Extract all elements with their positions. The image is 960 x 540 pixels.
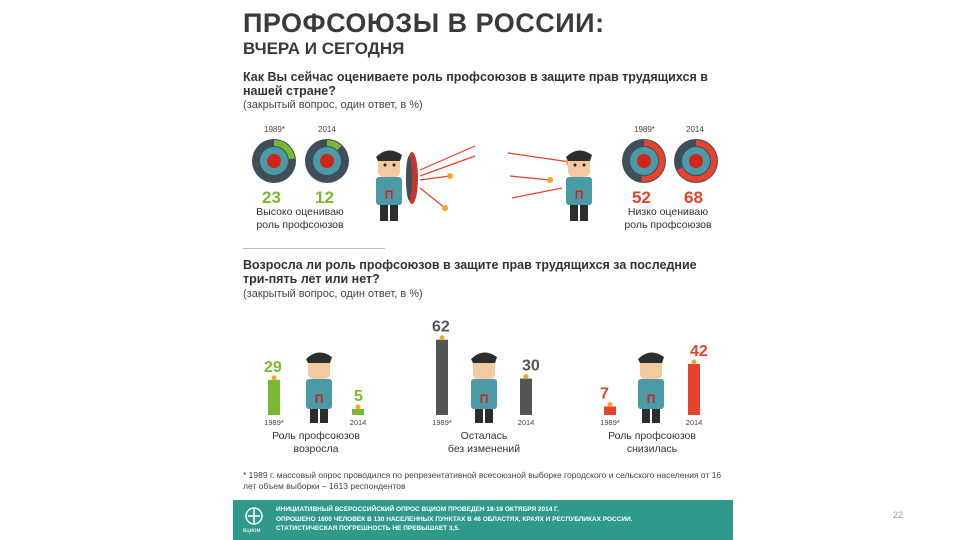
arrows-icon: [420, 146, 570, 208]
worker-figure-2: [471, 352, 497, 423]
left-caption-line1: Высоко оцениваю: [256, 206, 344, 218]
donut-right-2014: [674, 139, 718, 183]
bar-marker-3-1: [608, 402, 613, 407]
bar-1-1989: [268, 380, 280, 415]
bar-value-1-2: 5: [354, 387, 363, 405]
bar-marker-3-2: [692, 360, 697, 365]
bar-marker-1-1: [272, 375, 277, 380]
bar-3-1989: [604, 407, 616, 416]
right-value-2: 68: [684, 188, 703, 207]
left-value-2: 12: [315, 188, 334, 207]
bar-value-3-1: 7: [600, 385, 609, 403]
shield-letter-2: П: [479, 392, 489, 406]
bar-value-2-2: 30: [522, 357, 540, 375]
category-label-3-line1: Роль профсоюзов: [608, 430, 696, 442]
donut-right-1989: [622, 139, 666, 183]
category-label-1-line2: возросла: [293, 443, 339, 455]
footnote: * 1989 г. массовый опрос проводился по репрезентативной всесоюзной выборке городского и сельского населения от 16 лет объем выборки – 1613 респондентов: [243, 470, 722, 491]
question-2: Возросла ли роль профсоюзов в защите прав трудящихся за последние три-пять лет или нет?: [243, 258, 697, 286]
category-label-1-line1: Роль профсоюзов: [272, 430, 360, 442]
bar-year-1-1: 1989*: [264, 418, 284, 427]
left-year-1: 1989*: [264, 125, 285, 134]
shield-letter-3: П: [646, 392, 656, 406]
bar-marker-2-2: [524, 374, 529, 379]
bar-year-3-1: 1989*: [600, 418, 620, 427]
right-year-2: 2014: [686, 125, 704, 134]
category-label-3-line2: снизилась: [626, 443, 678, 455]
sparks-icon: [442, 158, 574, 211]
shield-letter-right: П: [574, 188, 584, 202]
footer-line-2: ОПРОШЕНО 1600 ЧЕЛОВЕК В 130 НАСЕЛЕННЫХ ПУНКТАХ В 46 ОБЛАСТЯХ, КРАЯХ И РЕСПУБЛИКАХ РОССИИ.: [276, 515, 633, 523]
question-1-note: (закрытый вопрос, один ответ, в %): [243, 99, 423, 111]
footer-logo-text: вциом: [243, 528, 261, 534]
shield-letter-1: П: [314, 392, 324, 406]
worker-figure-1: [306, 352, 332, 423]
right-caption-line1: Низко оцениваю: [627, 206, 709, 218]
footer-line-1: ИНИЦИАТИВНЫЙ ВСЕРОССИЙСКИЙ ОПРОС ВЦИОМ ПРОВЕДЕН 18-19 ОКТЯБРЯ 2014 Г.: [276, 506, 559, 513]
category-label-2-line1: Осталась: [460, 430, 508, 442]
ratings-illustration: [240, 118, 730, 243]
donut-left-1989: [252, 139, 296, 183]
page-title: ПРОФСОЮЗЫ В РОССИИ:: [243, 8, 605, 38]
bar-value-2-1: 62: [432, 318, 450, 336]
page-subtitle: ВЧЕРА И СЕГОДНЯ: [243, 39, 405, 58]
bar-year-2-1: 1989*: [432, 418, 452, 427]
bar-marker-2-1: [440, 335, 445, 340]
right-value-1: 52: [632, 188, 651, 207]
change-bar-chart: [240, 310, 730, 465]
left-caption-line2: роль профсоюзов: [256, 219, 344, 231]
bar-2-1989: [436, 340, 448, 415]
bar-value-3-2: 42: [690, 343, 708, 360]
left-value-1: 23: [262, 188, 281, 207]
category-label-2-line2: без изменений: [447, 443, 521, 455]
section-divider: [243, 248, 385, 249]
shield-letter-left: П: [384, 188, 394, 202]
footer-text: [276, 505, 706, 534]
footer-line-3: СТАТИСТИЧЕСКАЯ ПОГРЕШНОСТЬ НЕ ПРЕВЫШАЕТ 3,5.: [276, 525, 460, 532]
question-1: Как Вы сейчас оцениваете роль профсоюзов в защите прав трудящихся в нашей стране?: [243, 70, 708, 98]
bar-marker-1-2: [356, 404, 361, 409]
bar-year-2-2: 2014: [517, 418, 535, 427]
bar-3-2014: [688, 364, 700, 415]
question-2-note: (закрытый вопрос, один ответ, в %): [243, 288, 423, 300]
left-year-2: 2014: [318, 125, 336, 134]
right-caption-line2: роль профсоюзов: [624, 219, 712, 231]
bar-year-3-2: 2014: [685, 418, 703, 427]
bar-2-2014: [520, 379, 532, 415]
vciom-logo-icon: [243, 506, 265, 526]
bar-year-1-2: 2014: [349, 418, 367, 427]
donut-left-2014: [305, 139, 349, 183]
worker-figure-3: [638, 352, 664, 423]
bar-value-1-1: 29: [264, 358, 282, 376]
worker-figure-right: [566, 150, 592, 221]
right-year-1: 1989*: [634, 125, 655, 134]
worker-figure-left: [376, 150, 402, 221]
bar-1-2014: [352, 409, 364, 415]
shield-icon: [406, 152, 418, 204]
page-number: 22: [893, 510, 904, 520]
